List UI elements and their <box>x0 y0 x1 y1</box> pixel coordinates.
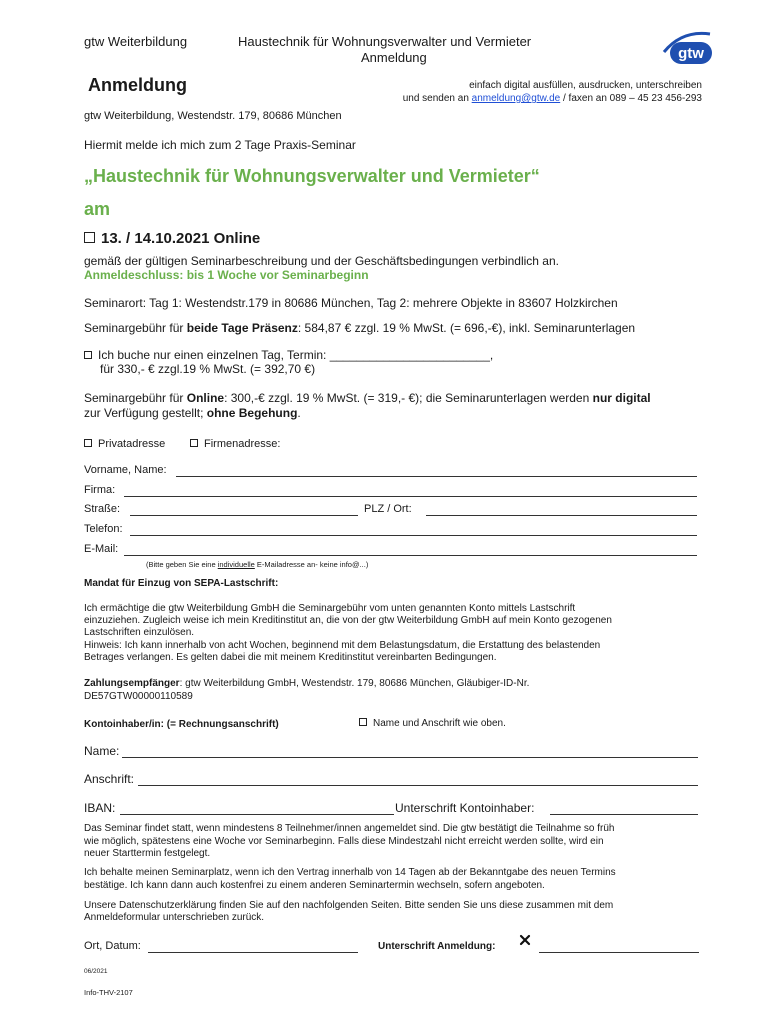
fee-online-pre: Seminargebühr für <box>84 391 187 405</box>
holder-same-label: Name und Anschrift wie oben. <box>373 718 506 729</box>
holder-signature-field[interactable] <box>550 814 698 815</box>
date-option-label: 13. / 14.10.2021 Online <box>101 230 261 247</box>
single-day-line1: Ich buche nur einen einzelnen Tag, Termin: ________________________, <box>98 348 494 362</box>
payee-line <box>84 678 529 689</box>
note-1-line2: wie möglich, spätestens eine Woche vor Seminarbeginn. Falls diese Mindestzahl nicht erreicht werden sollte, wird ein <box>84 836 604 847</box>
firma-field[interactable] <box>124 496 697 497</box>
single-day-line2: für 330,- € zzgl.19 % MwSt. (= 392,70 €) <box>100 362 316 376</box>
note-3-line1: Unsere Datenschutzerklärung finden Sie auf den nachfolgenden Seiten. Bitte senden Sie uns diese zusammen mit dem <box>84 900 614 911</box>
sepa-text-3: Lastschriften einzulösen. <box>84 627 195 638</box>
instructions-line1: einfach digital ausfüllen, ausdrucken, unterschreiben <box>469 80 702 91</box>
signature-cross-icon <box>519 934 531 946</box>
date-option[interactable] <box>84 230 260 247</box>
signature-label: Unterschrift Anmeldung: <box>378 941 496 952</box>
holder-same-option[interactable] <box>359 718 506 729</box>
instructions-fax: / faxen an 089 – 45 23 456-293 <box>560 93 702 104</box>
date-checkbox[interactable] <box>84 232 95 243</box>
fee-presence-bold: beide Tage Präsenz <box>186 321 298 335</box>
strasse-label: Straße: <box>84 503 121 515</box>
name-field[interactable] <box>176 476 697 477</box>
holder-address-label: Anschrift: <box>84 772 135 786</box>
fee-online-bold2: nur digital <box>592 391 651 405</box>
private-address-option[interactable] <box>84 438 165 450</box>
telefon-label: Telefon: <box>84 523 123 535</box>
company-address-option[interactable] <box>190 438 280 450</box>
name-label: Vorname, Name: <box>84 464 167 476</box>
fee-online-line2-post: . <box>297 406 301 420</box>
header-org: gtw Weiterbildung <box>84 34 188 49</box>
location-text: Seminarort: Tag 1: Westendstr.179 in 80686 München, Tag 2: mehrere Objekte in 83607 Holzkirchen <box>84 296 618 310</box>
signature-field[interactable] <box>539 952 699 953</box>
payee-text: : gtw Weiterbildung GmbH, Westendstr. 179, 80686 München, Gläubiger-ID-Nr. <box>179 678 530 689</box>
email-link[interactable]: anmeldung@gtw.de <box>471 93 561 104</box>
email-note-underlined: individuelle <box>217 560 255 569</box>
terms-text: gemäß der gültigen Seminarbeschreibung und der Geschäftsbedingungen verbindlich an. <box>84 254 559 268</box>
iban-field[interactable] <box>120 814 394 815</box>
form-version: 06/2021 <box>84 968 108 975</box>
holder-address-field[interactable] <box>138 785 698 786</box>
email-note-pre: (Bitte geben Sie eine <box>146 560 218 569</box>
email-note-post: E-Mailadresse an- keine info@...) <box>254 560 369 569</box>
note-2-line1: Ich behalte meinen Seminarplatz, wenn ich den Vertrag innerhalb von 14 Tagen ab der Bekanntgabe des neuen Termins <box>84 867 616 878</box>
telefon-field[interactable] <box>130 535 697 536</box>
header-subtitle: Anmeldung <box>361 50 427 65</box>
anmeldung-heading: Anmeldung <box>88 75 187 95</box>
intro-text: Hiermit melde ich mich zum 2 Tage Praxis-Seminar <box>84 138 356 152</box>
note-2-line2: bestätige. Ich kann dann auch kostenfrei zu einem anderen Seminartermin wechseln, sofern angeboten. <box>84 880 545 891</box>
strasse-field[interactable] <box>130 515 358 516</box>
fee-presence-pre: Seminargebühr für <box>84 321 187 335</box>
company-address-label: Firmenadresse: <box>204 438 281 450</box>
holder-name-field[interactable] <box>122 757 698 758</box>
email-field[interactable] <box>124 555 697 556</box>
private-address-label: Privatadresse <box>98 438 166 450</box>
single-day-checkbox[interactable] <box>84 351 92 359</box>
iban-label: IBAN: <box>84 801 116 815</box>
email-label: E-Mail: <box>84 543 119 555</box>
note-1-line1: Das Seminar findet statt, wenn mindestens 8 Teilnehmer/innen angemeldet sind. Die gtw bestätigt die Teilnahme so früh <box>84 823 615 834</box>
note-3-line2: Anmeldeformular unterschrieben zurück. <box>84 912 265 923</box>
sepa-text-5: Betrages verlangen. Es gelten dabei die mit meinem Kreditinstitut vereinbarten Bedingungen. <box>84 652 497 663</box>
holder-name-label: Name: <box>84 744 120 758</box>
note-1-line3: neuer Starttermin festgelegt. <box>84 848 211 859</box>
single-day-option[interactable] <box>84 348 493 362</box>
holder-signature-label: Unterschrift Kontoinhaber: <box>395 801 535 815</box>
header-title: Haustechnik für Wohnungsverwalter und Vermieter <box>238 34 532 49</box>
place-date-label: Ort, Datum: <box>84 940 141 952</box>
fee-online-bold1: Online <box>186 391 225 405</box>
deadline-text: Anmeldeschluss: bis 1 Woche vor Seminarbeginn <box>84 268 369 282</box>
fee-presence <box>84 321 635 335</box>
fee-online-line1 <box>84 391 651 405</box>
sepa-heading: Mandat für Einzug von SEPA-Lastschrift: <box>84 578 279 589</box>
holder-same-checkbox[interactable] <box>359 718 367 726</box>
email-note <box>146 560 368 569</box>
sepa-text-2: einzuziehen. Zugleich weise ich mein Kreditinstitut an, die von der gtw Weiterbildung GmbH auf mein Konto gezogenen <box>84 615 612 626</box>
seminar-title: „Haustechnik für Wohnungsverwalter und Vermieter“ <box>84 166 540 186</box>
fee-presence-post: : 584,87 € zzgl. 19 % MwSt. (= 696,-€), inkl. Seminarunterlagen <box>297 321 636 335</box>
firma-label: Firma: <box>84 484 116 496</box>
instructions-line2 <box>403 93 702 104</box>
account-holder-label: Kontoinhaber/in: (= Rechnungsanschrift) <box>84 719 279 730</box>
place-date-field[interactable] <box>148 952 358 953</box>
fee-online-line2 <box>84 406 301 420</box>
fee-online-mid: : 300,-€ zzgl. 19 % MwSt. (= 319,- €); die Seminarunterlagen werden <box>224 391 593 405</box>
plz-label: PLZ / Ort: <box>364 503 412 515</box>
am-label: am <box>84 199 111 219</box>
plz-field[interactable] <box>426 515 697 516</box>
private-address-checkbox[interactable] <box>84 439 92 447</box>
sepa-text-4: Hinweis: Ich kann innerhalb von acht Wochen, beginnend mit dem Belastungsdatum, die Erstattung des belastenden <box>84 640 601 651</box>
company-address-checkbox[interactable] <box>190 439 198 447</box>
gtw-logo <box>662 30 714 66</box>
payee-id: DE57GTW00000110589 <box>84 691 193 702</box>
form-code: Info-THV-2107 <box>84 988 133 997</box>
organizer-address: gtw Weiterbildung, Westendstr. 179, 80686 München <box>84 110 342 122</box>
instructions-pre: und senden an <box>402 93 472 104</box>
payee-label: Zahlungsempfänger <box>84 678 180 689</box>
sepa-text-1: Ich ermächtige die gtw Weiterbildung GmbH die Seminargebühr vom unten genannten Konto mittels Lastschrift <box>84 603 576 614</box>
fee-online-bold3: ohne Begehung <box>206 406 298 420</box>
gtw-logo-text: gtw <box>678 45 704 62</box>
fee-online-line2-pre: zur Verfügung gestellt; <box>84 406 207 420</box>
